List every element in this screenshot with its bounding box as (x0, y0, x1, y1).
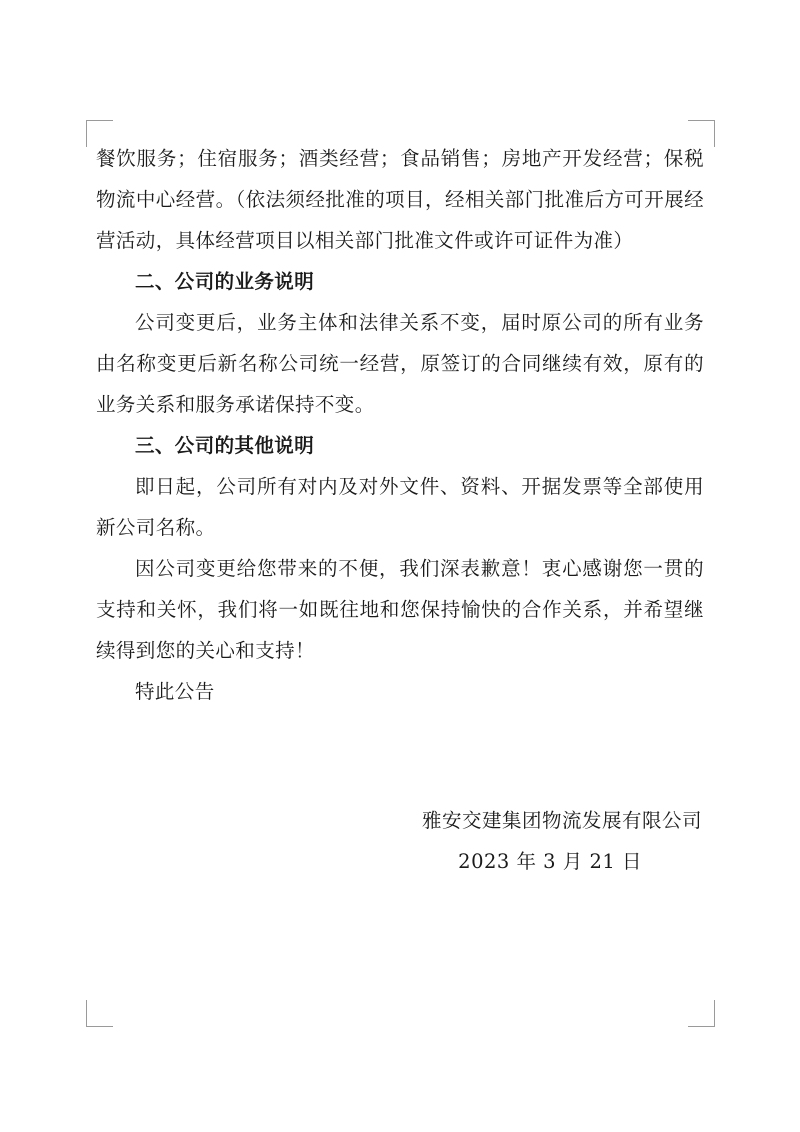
signature-block (96, 800, 704, 882)
signature-date: 2023 年 3 月 21 日 (458, 850, 642, 873)
paragraph-other-statement: 即日起，公司所有对内及对外文件、资料、开据发票等全部使用新公司名称。 (96, 475, 704, 539)
heading-business-statement: 二、公司的业务说明 (135, 270, 315, 293)
paragraph-apology: 因公司变更给您带来的不便，我们深表歉意！衷心感谢您一贯的支持和关怀，我们将一如既往地和您保持愉快的合作关系，并希望继续得到您的关心和支持！ (96, 557, 704, 662)
crop-mark-bottom-right (688, 1000, 715, 1027)
heading-other-statement: 三、公司的其他说明 (135, 434, 315, 457)
paragraph-closing: 特此公告 (135, 680, 215, 703)
document-body (96, 138, 704, 712)
paragraph-business-statement: 公司变更后，业务主体和法律关系不变，届时原公司的所有业务由名称变更后新名称公司统一经营，原签订的合同继续有效，原有的业务关系和服务承诺保持不变。 (96, 311, 704, 416)
signature-company-name: 雅安交建集团物流发展有限公司 (421, 809, 702, 832)
crop-mark-bottom-left (86, 1000, 113, 1027)
paragraph-business-scope: 餐饮服务；住宿服务；酒类经营；食品销售；房地产开发经营；保税物流中心经营。（依法须经批准的项目，经相关部门批准后方可开展经营活动，具体经营项目以相关部门批准文件或许可证件为准） (96, 147, 704, 252)
